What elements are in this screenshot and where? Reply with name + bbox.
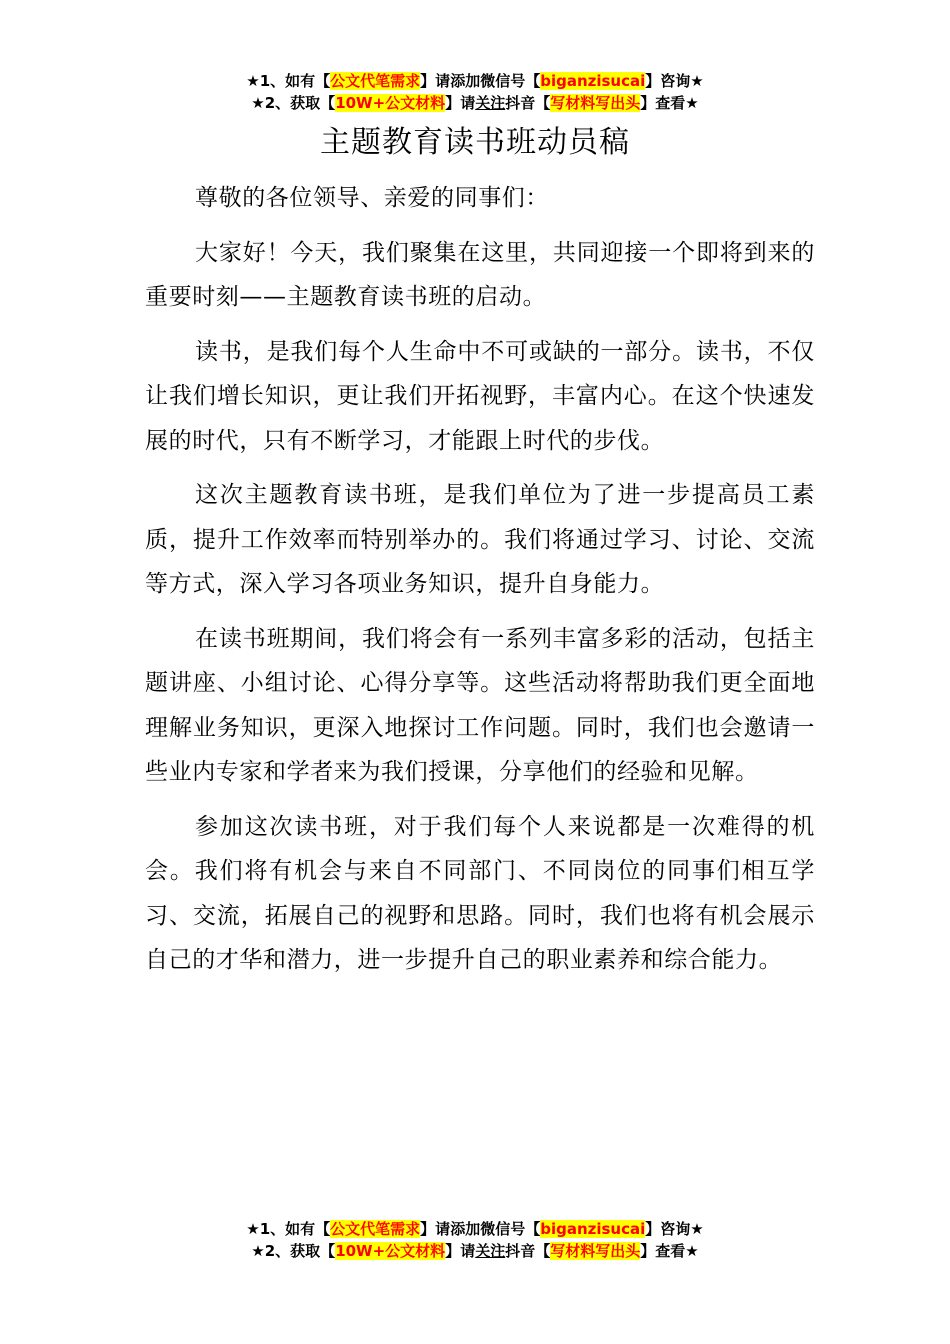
highlight-douyin-account: 写材料写出头	[550, 94, 641, 112]
paragraph-salutation: 尊敬的各位领导、亲爱的同事们：	[195, 185, 549, 211]
paragraph: 这次主题教育读书班，是我们单位为了进一步提高员工素质，提升工作效率而特别举办的。我们将通过学习、讨论、交流等方式，深入学习各项业务知识，提升自身能力。	[145, 482, 815, 597]
banner-line-2	[0, 1240, 950, 1262]
banner-text: ★1、如有【	[246, 1220, 331, 1238]
paragraph: 大家好！今天，我们聚集在这里，共同迎接一个即将到来的重要时刻——主题教育读书班的启动。	[145, 239, 815, 310]
banner-text-emphasis: 关注	[475, 1242, 506, 1260]
banner-line-1	[0, 70, 950, 92]
banner-text: ★2、获取【	[251, 1242, 336, 1260]
banner-text: 抖音【	[505, 94, 551, 112]
highlight-douyin-account: 写材料写出头	[550, 1242, 641, 1260]
banner-text: 】查看★	[640, 94, 699, 112]
header-banner	[0, 70, 950, 114]
banner-text: 微信号【	[480, 72, 541, 90]
highlight-materials: 10W+公文材料	[335, 1242, 446, 1260]
banner-line-2	[0, 92, 950, 114]
footer-banner	[0, 1218, 950, 1262]
banner-text-emphasis: 添加	[450, 72, 481, 90]
highlight-materials: 10W+公文材料	[335, 94, 446, 112]
banner-line-1	[0, 1218, 950, 1240]
banner-text-emphasis: 关注	[475, 94, 506, 112]
banner-text: 抖音【	[505, 1242, 551, 1260]
highlight-service: 公文代笔需求	[330, 72, 421, 90]
banner-text: ★1、如有【	[246, 72, 331, 90]
banner-text: 】请	[445, 94, 476, 112]
banner-text: 】查看★	[640, 1242, 699, 1260]
document-body	[145, 176, 815, 993]
banner-text: 】咨询★	[645, 1220, 704, 1238]
paragraph: 在读书班期间，我们将会有一系列丰富多彩的活动，包括主题讲座、小组讨论、心得分享等。这些活动将帮助我们更全面地理解业务知识，更深入地探讨工作问题。同时，我们也会邀请一些业内专家和学者来为我们授课，分享他们的经验和见解。	[145, 625, 815, 785]
banner-text: ★2、获取【	[251, 94, 336, 112]
highlight-service: 公文代笔需求	[330, 1220, 421, 1238]
banner-text: 】咨询★	[645, 72, 704, 90]
banner-text: 】请	[420, 1220, 451, 1238]
banner-text: 微信号【	[480, 1220, 541, 1238]
paragraph: 参加这次读书班，对于我们每个人来说都是一次难得的机会。我们将有机会与来自不同部门、不同岗位的同事们相互学习、交流，拓展自己的视野和思路。同时，我们也将有机会展示自己的才华和潜力，进一步提升自己的职业素养和综合能力。	[145, 813, 815, 973]
banner-text: 】请	[420, 72, 451, 90]
document-title: 主题教育读书班动员稿	[320, 125, 630, 160]
highlight-wechat-id: biganzisucai	[540, 1220, 646, 1238]
highlight-wechat-id: biganzisucai	[540, 72, 646, 90]
banner-text-emphasis: 添加	[450, 1220, 481, 1238]
paragraph: 读书，是我们每个人生命中不可或缺的一部分。读书，不仅让我们增长知识，更让我们开拓视野，丰富内心。在这个快速发展的时代，只有不断学习，才能跟上时代的步伐。	[145, 338, 815, 454]
banner-text: 】请	[445, 1242, 476, 1260]
